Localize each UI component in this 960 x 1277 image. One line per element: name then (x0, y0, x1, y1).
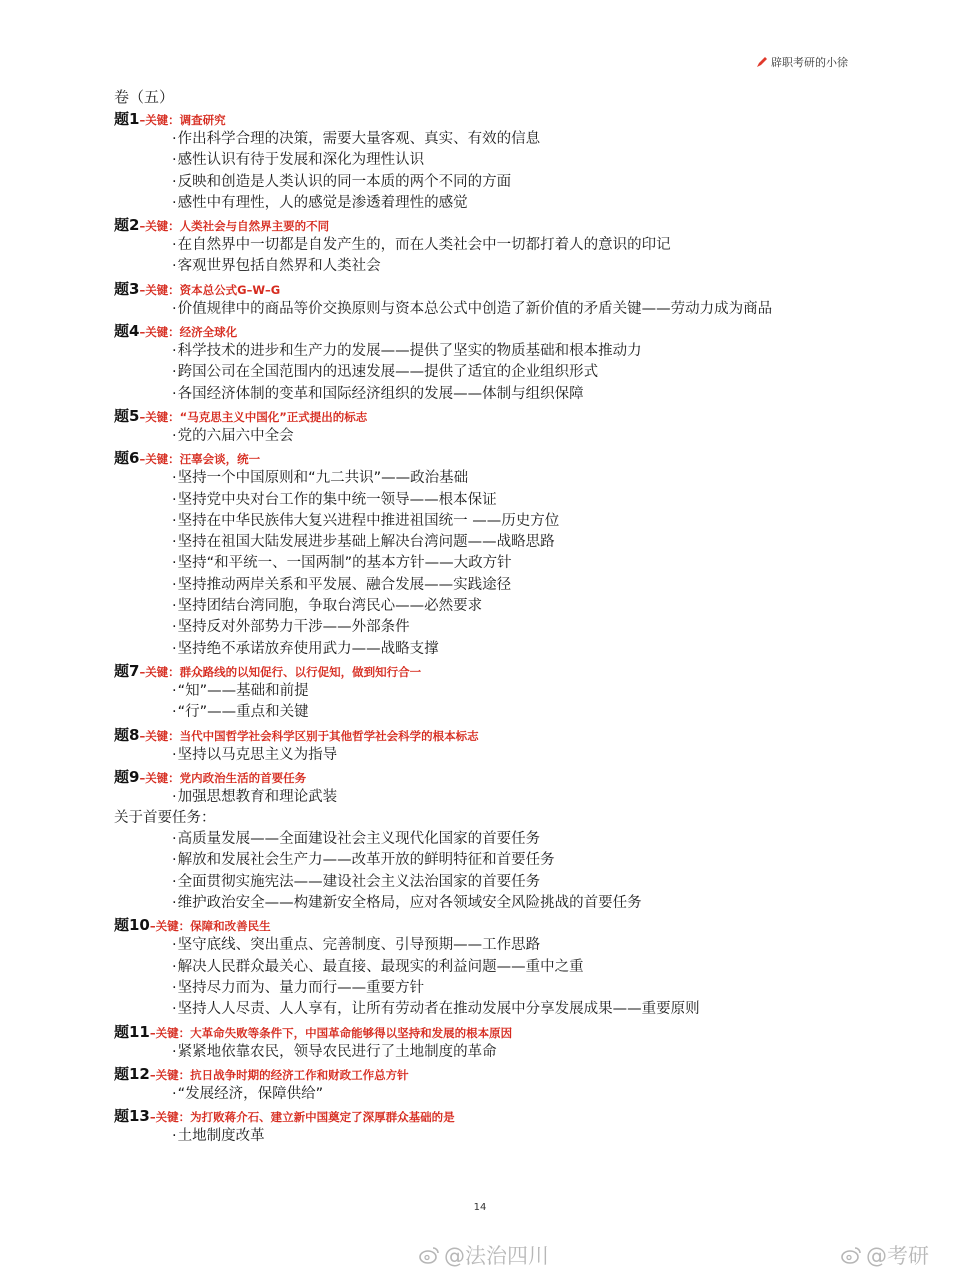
answer-point: · 坚持绝不承诺放弃使用武力——战略支撑 (114, 639, 834, 660)
answer-point: · 坚持在祖国大陆发展进步基础上解决台湾问题——战略思路 (114, 532, 834, 553)
document-body (114, 86, 834, 1147)
question-key: –关键：汪辜会谈，统一 (139, 452, 261, 467)
answer-point: · 坚持党中央对台工作的集中统一领导——根本保证 (114, 490, 834, 511)
answer-point: · 感性认识有待于发展和深化为理性认识 (114, 150, 834, 171)
question-key: –关键：保障和改善民生 (149, 919, 271, 934)
watermark-right (840, 1240, 929, 1270)
answer-point: · 坚持人人尽责、人人享有，让所有劳动者在推动发展中分享发展成果——重要原则 (114, 999, 834, 1020)
weibo-icon (840, 1244, 862, 1266)
answer-point: · 反映和创造是人类认识的同一本质的两个不同的方面 (114, 172, 834, 193)
question-key: –关键：党内政治生活的首要任务 (139, 770, 307, 785)
question-number: 题6 (114, 449, 140, 468)
question-number: 题5 (114, 406, 140, 425)
answer-point: · 紧紧地依靠农民，领导农民进行了土地制度的革命 (114, 1042, 834, 1063)
answer-point: · 坚持在中华民族伟大复兴进程中推进祖国统一 ——历史方位 (114, 511, 834, 532)
answer-point: · 加强思想教育和理论武装 (114, 787, 834, 808)
answer-point: · 坚持“和平统一、一国两制”的基本方针——大政方针 (114, 553, 834, 574)
question-number: 题8 (114, 725, 140, 744)
question-key: –关键：抗日战争时期的经济工作和财政工作总方针 (149, 1067, 409, 1082)
question-key: –关键：经济全球化 (139, 325, 238, 340)
question-heading (114, 320, 834, 341)
question-key: –关键：群众路线的以知促行、以行促知，做到知行合一 (139, 664, 422, 679)
sub-heading: 关于首要任务： (114, 810, 216, 827)
watermark-text: @法治四川 (444, 1244, 549, 1268)
question-heading (114, 660, 834, 681)
question-key: –关键：调查研究 (139, 113, 226, 127)
answer-point: · 坚持团结台湾同胞，争取台湾民心——必然要求 (114, 596, 834, 617)
question-number: 题1 (114, 110, 140, 128)
answer-point: · 感性中有理性，人的感觉是渗透着理性的感觉 (114, 193, 834, 214)
answer-point: · “知”——基础和前提 (114, 681, 834, 702)
answer-point: · 各国经济体制的变革和国际经济组织的发展——体制与组织保障 (114, 384, 834, 405)
question-number: 题10 (114, 916, 150, 935)
answer-point: · 坚守底线、突出重点、完善制度、引导预期——工作思路 (114, 935, 834, 956)
answer-point: · 坚持以马克思主义为指导 (114, 745, 834, 766)
question-heading (114, 214, 834, 235)
answer-point: · 解决人民群众最关心、最直接、最现实的利益问题——重中之重 (114, 957, 834, 978)
weibo-icon (418, 1244, 440, 1266)
question-list (114, 108, 834, 1147)
question-key: –关键：当代中国哲学社会科学区别于其他哲学社会科学的根本标志 (139, 728, 479, 743)
page-number: 14 (473, 1202, 487, 1213)
question-number: 题7 (114, 661, 140, 680)
answer-point: · 高质量发展——全面建设社会主义现代化国家的首要任务 (114, 829, 834, 850)
question-heading (114, 278, 834, 299)
answer-point: · 解放和发展社会生产力——改革开放的鲜明特征和首要任务 (114, 850, 834, 871)
answer-point: · “发展经济，保障供给” (114, 1084, 834, 1105)
answer-point: · 作出科学合理的决策，需要大量客观、真实、有效的信息 (114, 129, 834, 150)
answer-point: · 坚持尽力而为、量力而行——重要方针 (114, 978, 834, 999)
section-title: 卷（五） (114, 88, 175, 106)
answer-point: · 价值规律中的商品等价交换原则与资本总公式中创造了新价值的矛盾关键——劳动力成为商品 (114, 299, 834, 320)
question-heading (114, 1063, 834, 1084)
answer-point: · “行”——重点和关键 (114, 702, 834, 723)
answer-point: · 客观世界包括自然界和人类社会 (114, 256, 834, 277)
answer-point: · 坚持反对外部势力干涉——外部条件 (114, 617, 834, 638)
question-key: –关键：人类社会与自然界主要的不同 (139, 219, 330, 234)
question-key: –关键：大革命失败等条件下，中国革命能够得以坚持和发展的根本原因 (149, 1025, 513, 1040)
answer-point: · 跨国公司在全国范围内的迅速发展——提供了适宜的企业组织形式 (114, 362, 834, 383)
question-key: –关键：为打败蒋介石、建立新中国奠定了深厚群众基础的是 (149, 1110, 455, 1125)
answer-point: · 党的六届六中全会 (114, 426, 834, 447)
answer-point: · 维护政治安全——构建新安全格局，应对各领域安全风险挑战的首要任务 (114, 893, 834, 914)
question-heading (114, 766, 834, 787)
answer-point: · 土地制度改革 (114, 1126, 834, 1147)
question-number: 题13 (114, 1107, 150, 1126)
question-heading (114, 724, 834, 745)
question-number: 题11 (114, 1022, 150, 1041)
question-heading (114, 447, 834, 468)
header-brand (756, 54, 848, 70)
question-number: 题4 (114, 322, 140, 341)
brand-text: 辟职考研的小徐 (771, 56, 848, 69)
answer-point: · 科学技术的进步和生产力的发展——提供了坚实的物质基础和根本推动力 (114, 341, 834, 362)
answer-point: · 在自然界中一切都是自发产生的，而在人类社会中一切都打着人的意识的印记 (114, 235, 834, 256)
question-heading (114, 1021, 834, 1042)
pen-icon (756, 56, 768, 68)
question-number: 题2 (114, 216, 140, 235)
watermark-text: @考研 (866, 1244, 929, 1268)
answer-point: · 坚持一个中国原则和“九二共识”——政治基础 (114, 468, 834, 489)
question-number: 题9 (114, 767, 140, 786)
question-heading (114, 108, 834, 129)
question-key: –关键：资本总公式G–W–G (139, 282, 281, 297)
question-key: –关键：“马克思主义中国化”正式提出的标志 (139, 409, 368, 424)
answer-point: · 全面贯彻实施宪法——建设社会主义法治国家的首要任务 (114, 872, 834, 893)
question-heading (114, 1105, 834, 1126)
question-heading (114, 405, 834, 426)
question-heading (114, 914, 834, 935)
watermark-left (418, 1240, 549, 1270)
answer-point: · 坚持推动两岸关系和平发展、融合发展——实践途径 (114, 575, 834, 596)
question-number: 题12 (114, 1064, 150, 1083)
question-number: 题3 (114, 279, 140, 298)
